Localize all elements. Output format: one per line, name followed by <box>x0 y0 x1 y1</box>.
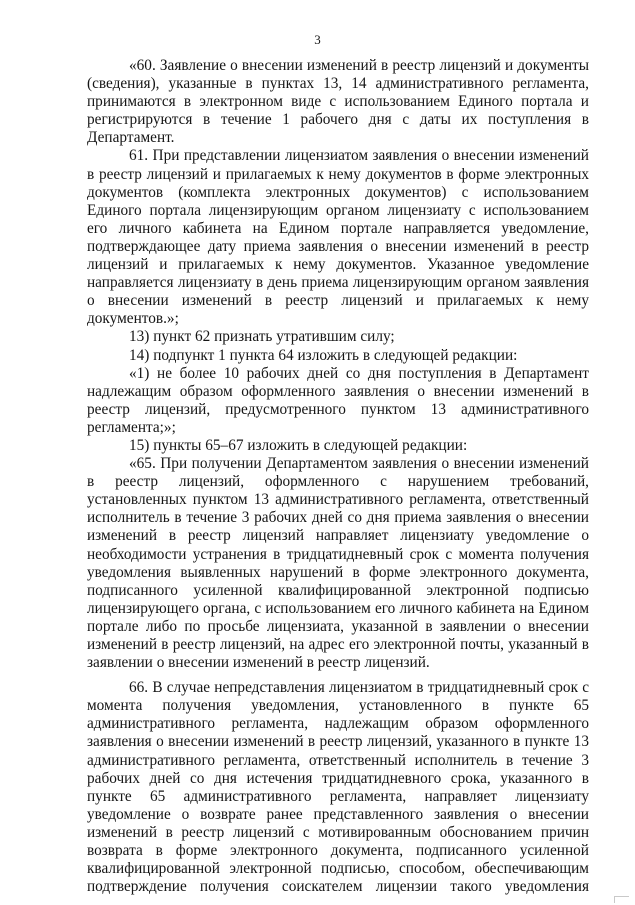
paragraph-61: 61. При представлении лицензиатом заявления о внесении изменений в реестр лицензий и прилагаемых к нему документов в форме электронных документов (комплекта электронных документов) с использованием Единого портала лицензирующим органом лицензиату с использованием его личного кабинета на Едином портале направляется уведомление, подтверждающее дату приема заявления о внесении изменений в реестр лицензий и прилагаемых к нему документов. Указанное уведомление направляется лицензиату в день приема лицензирующим органом заявления о внесении изменений в реестр лицензий и прилагаемых к нему документов.»; <box>87 147 589 328</box>
paragraph-66: 66. В случае непредставления лицензиатом в тридцатидневный срок с момента получения уведомления, установленного в пункте 65 административного регламента, надлежащим образом оформленного заявления о внесении изменений в реестр лицензий, указанного в пункте 13 административного регламента, ответственный исполнитель в течение 3 рабочих дней со дня истечения тридцатидневного срока, указанного в пункте 65 административного регламента, направляет лицензиату уведомление о возврате ранее представленного заявления о внесении изменений в реестр лицензий с мотивированным обоснованием причин возврата в форме электронного документа, подписанного усиленной квалифицированной электронной подписью, способом, обеспечивающим подтверждение получения соискателем лицензии такого уведомления <box>87 679 589 896</box>
page-number: 3 <box>314 32 321 47</box>
document-body <box>87 57 589 896</box>
amendment-item-15: 15) пункты 65–67 изложить в следующей редакции: <box>129 436 468 454</box>
subpoint-1-text: «1) не более 10 рабочих дней со дня поступления в Департамент надлежащим образом оформленного заявления о внесении изменений в реестр лицензий, предусмотренного пунктом 13 административного регламента;»; <box>87 364 589 436</box>
scan-corner-mark <box>614 896 629 903</box>
paragraph-60: «60. Заявление о внесении изменений в реестр лицензий и документы (сведения), указанные в пунктах 13, 14 административного регламента, принимаются в электронном виде с использованием Единого портала и регистрируются в течение 1 рабочего дня с даты их поступления в Департамент. <box>87 57 589 147</box>
amendment-item-14: 14) подпункт 1 пункта 64 изложить в следующей редакции: <box>129 346 518 364</box>
amendment-item-13: 13) пункт 62 признать утратившим силу; <box>129 328 395 346</box>
paragraph-65: «65. При получении Департаментом заявления о внесении изменений в реестр лицензий, оформленного с нарушением требований, установленных пунктом 13 административного регламента, ответственный исполнитель в течение 3 рабочих дней со дня приема заявления о внесении изменений в реестр лицензий направляет лицензиату уведомление о необходимости устранения в тридцатидневный срок с момента получения уведомления выявленных нарушений в форме электронного документа, подписанного усиленной квалифицированной электронной подписью лицензирующего органа, с использованием его личного кабинета на Едином портале либо по просьбе лицензиата, указанной в заявлении о внесении изменений в реестр лицензий, на адрес его электронной почты, указанный в заявлении о внесении изменений в реестр лицензий. <box>87 455 589 672</box>
